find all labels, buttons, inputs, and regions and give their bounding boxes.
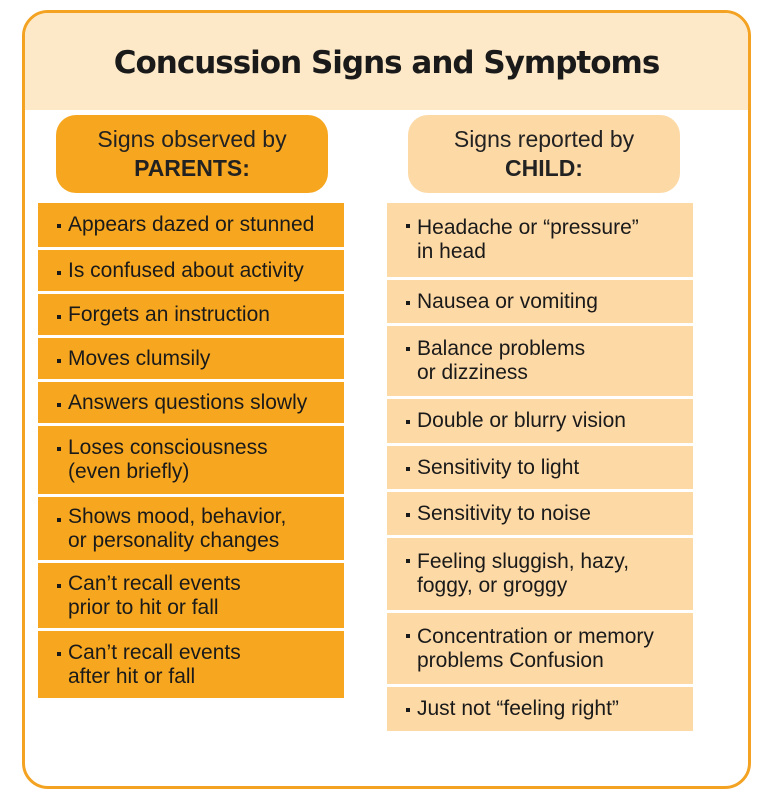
- parents-item: [38, 382, 344, 423]
- parents-item-text: Loses consciousness (even briefly): [68, 436, 268, 483]
- title-banner: [25, 13, 748, 110]
- parents-heading: Signs observed by: [97, 126, 287, 153]
- parents-item: [38, 426, 344, 494]
- parents-header: [56, 115, 328, 193]
- parents-item: [38, 203, 344, 247]
- child-item: [387, 446, 693, 489]
- child-list: [387, 203, 693, 734]
- child-item-text: Concentration or memory problems Confusion: [417, 624, 654, 672]
- parents-list: [38, 203, 344, 701]
- child-item-text: Just not “feeling right”: [417, 697, 619, 720]
- child-item-text: Balance problems or dizziness: [417, 337, 586, 384]
- parents-label: PARENTS:: [134, 155, 250, 181]
- parents-item: [38, 250, 344, 291]
- parents-item-text: Moves clumsily: [68, 346, 211, 370]
- child-item-text: Headache or “pressure” in head: [417, 216, 639, 263]
- child-label: CHILD:: [505, 155, 583, 181]
- parents-item: [38, 338, 344, 379]
- parents-item: [38, 497, 344, 560]
- parents-item-text: Shows mood, behavior, or personality changes: [68, 504, 287, 552]
- parents-item: [38, 294, 344, 335]
- parents-item-text: Can’t recall events after hit or fall: [68, 640, 241, 688]
- parents-item-text: Answers questions slowly: [68, 390, 308, 414]
- child-item: [387, 280, 693, 323]
- child-item-text: Double or blurry vision: [417, 409, 626, 432]
- child-item: [387, 613, 693, 684]
- child-item: [387, 203, 693, 277]
- child-item: [387, 538, 693, 610]
- child-item-text: Nausea or vomiting: [417, 289, 598, 313]
- child-header: [408, 115, 680, 193]
- child-item: [387, 399, 693, 443]
- child-item-text: Sensitivity to light: [417, 455, 580, 479]
- child-heading: Signs reported by: [453, 126, 635, 153]
- page-title: Concussion Signs and Symptoms: [113, 44, 660, 81]
- child-item: [387, 687, 693, 731]
- parents-item: [38, 563, 344, 628]
- parents-item-text: Is confused about activity: [68, 258, 304, 282]
- child-item: [387, 492, 693, 535]
- parents-item-text: Forgets an instruction: [68, 302, 270, 326]
- parents-item: [38, 631, 344, 698]
- child-item-text: Feeling sluggish, hazy, foggy, or groggy: [417, 550, 630, 597]
- child-item-text: Sensitivity to noise: [417, 501, 591, 525]
- parents-item-text: Can’t recall events prior to hit or fall: [68, 571, 241, 619]
- child-item: [387, 326, 693, 396]
- parents-item-text: Appears dazed or stunned: [68, 213, 315, 236]
